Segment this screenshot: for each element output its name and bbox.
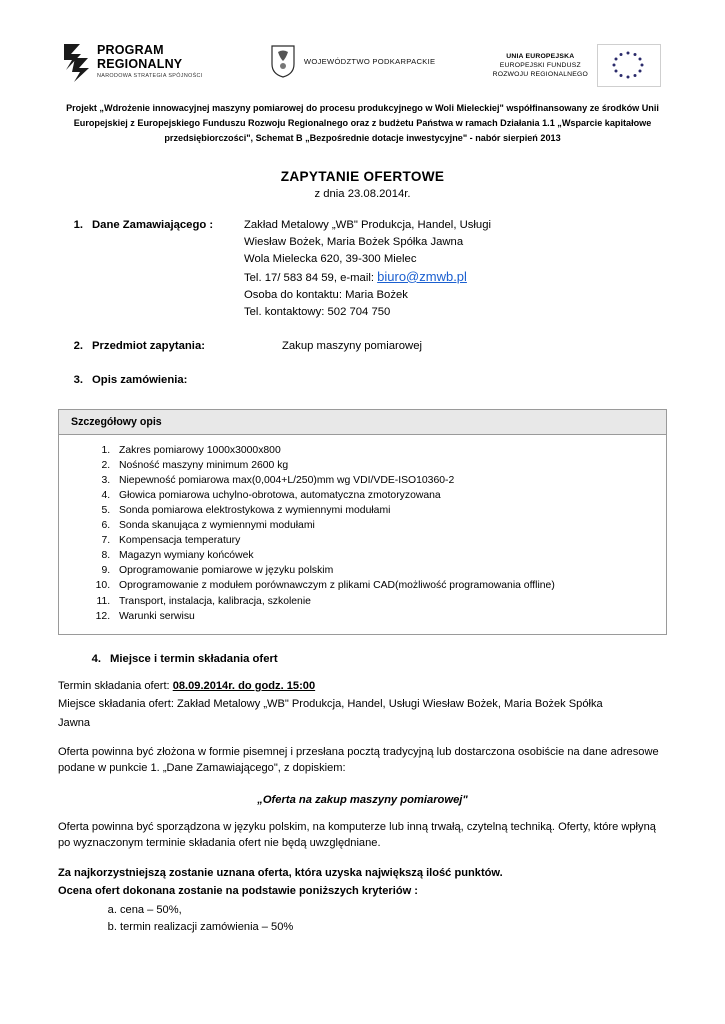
list-item: 5. Sonda pomiarowa elektrostykowa z wymiennymi modułami xyxy=(113,503,656,518)
list-item: 3. Niepewność pomiarowa max(0,004+L/250)mm wg VDI/VDE-ISO10360-2 xyxy=(113,473,656,488)
authority-contact-person: Osoba do kontaktu: Maria Bożek xyxy=(244,288,408,301)
section-2-value: Zakup maszyny pomiarowej xyxy=(282,339,423,352)
submission-form-paragraph: Oferta powinna być złożona w formie pisemnej i przesłana pocztą tradycyjną lub dostarczona osobiście na dane adresowe podane w punkcie 1. „Dane Zamawiającego", z dopiskiem: xyxy=(58,745,659,775)
evaluation-criteria-list xyxy=(58,902,667,935)
list-item: 12. Warunki serwisu xyxy=(113,609,656,624)
page-title: ZAPYTANIE OFERTOWE xyxy=(280,168,445,184)
submission-place-line-1: Miejsce składania ofert: Zakład Metalowy „WB" Produkcja, Handel, Usługi Wiesław Bożek, Maria Bożek Spółka xyxy=(58,698,603,711)
submission-deadline-line xyxy=(58,678,667,694)
eu-flag-icon xyxy=(597,44,661,87)
authority-contact-phone: Tel. kontaktowy: 502 704 750 xyxy=(244,305,391,318)
section-4-number: 4. xyxy=(91,652,101,665)
authority-phone-email-prefix: Tel. 17/ 583 84 59, e-mail: xyxy=(244,271,378,284)
authority-line-1: Zakład Metalowy „WB" Produkcja, Handel, Usługi xyxy=(244,218,491,231)
section-3-number: 3. xyxy=(73,373,83,386)
section-2-label: Przedmiot zapytania: xyxy=(92,339,205,352)
program-regionalny-title-line1: PROGRAM xyxy=(97,43,164,57)
criteria-intro-line-1: Za najkorzystniejszą zostanie uznana oferta, która uzyska największą ilość punktów. xyxy=(58,866,503,879)
eu-logo xyxy=(493,44,661,87)
section-1-label: Dane Zamawiającego : xyxy=(92,218,214,231)
program-regionalny-subtitle: NARODOWA STRATEGIA SPÓJNOŚCI xyxy=(97,73,203,79)
authority-line-2: Wiesław Bożek, Maria Bożek Spółka Jawna xyxy=(244,235,464,248)
offer-annotation: „Oferta na zakup maszyny pomiarowej" xyxy=(257,793,468,806)
voivodeship-logo xyxy=(270,44,436,78)
program-regionalny-title-line2: REGIONALNY xyxy=(97,57,183,71)
list-item: 4. Głowica pomiarowa uchylno-obrotowa, automatyczna zmotoryzowana xyxy=(113,488,656,503)
program-regionalny-mark-icon xyxy=(64,44,90,82)
specification-table-header: Szczegółowy opis xyxy=(59,410,666,435)
list-item: 1. Zakres pomiarowy 1000x3000x800 xyxy=(113,443,656,458)
list-item: 9. Oprogramowanie pomiarowe w języku polskim xyxy=(113,563,656,578)
authority-line-3: Wola Mielecka 620, 39-300 Mielec xyxy=(244,252,417,265)
section-4-submission xyxy=(58,653,667,665)
list-item: 7. Kompensacja temperatury xyxy=(113,533,656,548)
voivodeship-label: WOJEWÓDZTWO PODKARPACKIE xyxy=(303,56,436,66)
section-4-label: Miejsce i termin składania ofert xyxy=(110,652,278,665)
specification-table-body xyxy=(59,435,666,634)
program-regionalny-logo xyxy=(64,44,203,82)
list-item: 11. Transport, instalacja, kalibracja, szkolenie xyxy=(113,594,656,609)
section-3-label: Opis zamówienia: xyxy=(92,373,188,386)
document-date: z dnia 23.08.2014r. xyxy=(314,187,411,200)
logo-header-row xyxy=(58,44,667,87)
list-item: b. termin realizacji zamówienia – 50% xyxy=(120,919,667,935)
podkarpackie-crest-icon xyxy=(270,44,296,78)
eu-line1: UNIA EUROPEJSKA xyxy=(506,53,575,60)
submission-place-line-2: Jawna xyxy=(58,716,91,729)
list-item: a. cena – 50%, xyxy=(120,902,667,918)
deadline-prefix: Termin składania ofert: xyxy=(58,679,173,692)
criteria-intro-line-2: Ocena ofert dokonana zostanie na podstawie poniższych kryteriów : xyxy=(58,884,419,897)
authority-contact-line xyxy=(244,268,491,287)
list-item: 10. Oprogramowanie z modułem porównawczym z plikami CAD(możliwość programowania offline) xyxy=(113,578,656,593)
language-requirements-paragraph: Oferta powinna być sporządzona w języku polskim, na komputerze lub inną trwałą, czytelną techniką. Oferty, które wpłyną po wyznaczonym terminie składania ofert nie będą uwzględniane. xyxy=(58,820,656,850)
list-item: 6. Sonda skanująca z wymiennymi modułami xyxy=(113,518,656,533)
section-1-contracting-authority xyxy=(58,217,667,321)
email-link[interactable]: biuro@zmwb.pl xyxy=(377,268,467,284)
project-funding-statement: Projekt „Wdrożenie innowacyjnej maszyny pomiarowej do procesu produkcyjnego w Woli Mieleckiej" współfinansowany ze środków Unii Europejskiej z Europejskiego Funduszu Rozwoju Regionalnego oraz z budżetu Państwa w ramach Działania 1.1 „Wsparcie kapitałowe przedsiębiorczości", Schemat B „Bezpośrednie dotacje inwestycyjne" - nabór sierpień 2013 xyxy=(66,103,659,144)
section-1-number: 1. xyxy=(73,218,83,231)
section-2-number: 2. xyxy=(73,339,83,352)
list-item: 8. Magazyn wymiany końcówek xyxy=(113,548,656,563)
section-3-description xyxy=(58,372,667,389)
deadline-value: 08.09.2014r. do godz. 15:00 xyxy=(172,679,316,692)
eu-line3: ROZWOJU REGIONALNEGO xyxy=(492,71,588,78)
section-2-subject xyxy=(58,338,667,355)
list-item: 2. Nośność maszyny minimum 2600 kg xyxy=(113,458,656,473)
requirements-list xyxy=(69,443,656,624)
specification-table xyxy=(58,409,667,635)
eu-line2: EUROPEJSKI FUNDUSZ xyxy=(499,62,581,69)
